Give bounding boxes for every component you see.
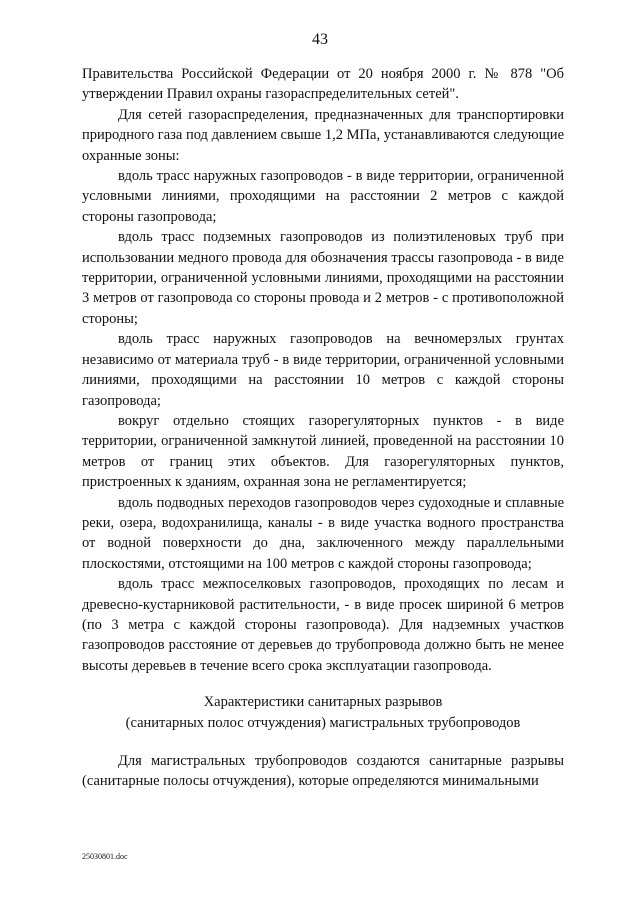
paragraph-polyethylene-pipelines: вдоль трасс подземных газопроводов из полиэтиленовых труб при использовании медного провода для обозначения трассы газопровода - в виде территории, ограниченной условными линиями, проходящими на расстоянии 3 метров от газопровода со стороны провода и 2 метров - с противоположной стороны; <box>82 229 564 327</box>
paragraph-permafrost-pipelines: вдоль трасс наружных газопроводов на вечномерзлых грунтах независимо от материала труб - в виде территории, ограниченной условными линиями, проходящими на расстоянии 10 метров с каждой стороны газопровода; <box>82 331 564 409</box>
page-body <box>82 64 564 792</box>
section-heading-line-2: (санитарных полос отчуждения) магистральных трубопроводов <box>125 714 521 731</box>
paragraph-outdoor-pipelines: вдоль трасс наружных газопроводов - в виде территории, ограниченной условными линиями, проходящими на расстоянии 2 метров с каждой стороны газопровода; <box>82 168 564 225</box>
footer-filename: 25030801.doc <box>82 852 128 861</box>
paragraph-gas-regulator-points: вокруг отдельно стоящих газорегуляторных пунктов - в виде территории, ограниченной замкнутой линией, проведенной на расстоянии 10 метров от границ этих объектов. Для газорегуляторных пунктов, пристроенных к зданиям, охранная зона не регламентируется; <box>82 412 564 491</box>
section-heading-line-1: Характеристики санитарных разрывов <box>203 694 443 711</box>
paragraph-main-pipelines: Для магистральных трубопроводов создаются санитарные разрывы (санитарные полосы отчуждения), которые определяются минимальными <box>82 753 564 790</box>
section-gap <box>82 733 564 751</box>
section-gap <box>82 676 564 692</box>
paragraph-continuation: Правительства Российской Федерации от 20 ноября 2000 г. № 878 "Об утверждении Правил охраны газораспределительных сетей". <box>82 66 564 103</box>
paragraph-underwater-crossings: вдоль подводных переходов газопроводов через судоходные и сплавные реки, озера, водохранилища, каналы - в виде участка водного пространства от водной поверхности до дна, заключенного между параллельными плоскостями, отстоящими на 100 метров с каждой стороны газопровода; <box>82 494 564 572</box>
page-number: 43 <box>312 31 328 48</box>
paragraph-gas-distribution-zones: Для сетей газораспределения, предназначенных для транспортировки природного газа под давлением свыше 1,2 МПа, устанавливаются следующие охранные зоны: <box>82 106 564 164</box>
paragraph-forest-pipelines: вдоль трасс межпоселковых газопроводов, проходящих по лесам и древесно-кустарниковой растительности, - в виде просек шириной 6 метров (по 3 метра с каждой стороны газопровода). Для надземных участков газопроводов расстояние от деревьев до трубопровода должно быть не менее высоты деревьев в течение всего срока эксплуатации газопровода. <box>82 576 564 674</box>
